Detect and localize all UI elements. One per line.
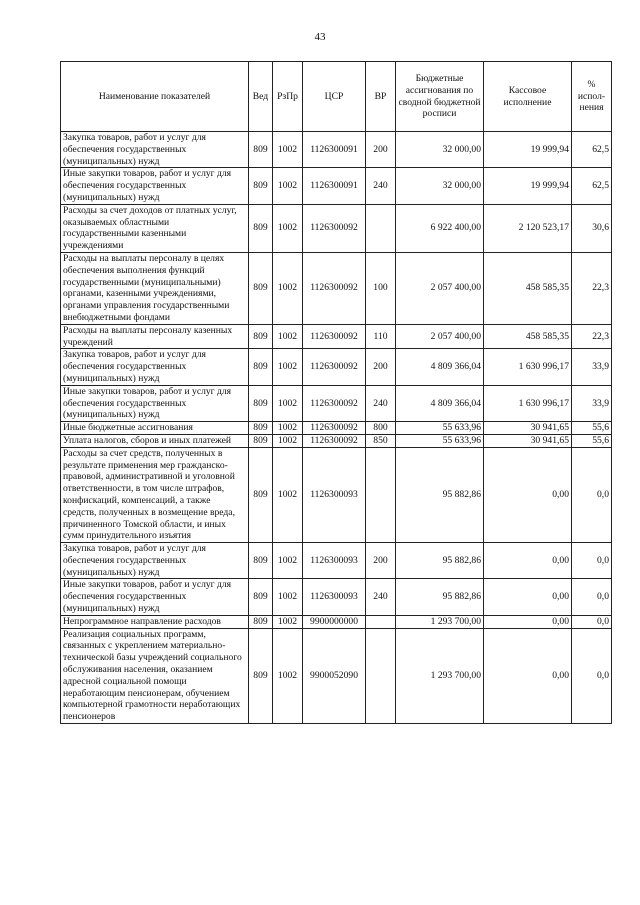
row-cash: 458 585,35 [484,252,572,324]
row-percent: 0,0 [572,579,612,615]
row-rzpr: 1002 [273,168,303,204]
row-name: Закупка товаров, работ и услуг для обеспечения государственных (муниципальных) нужд [61,543,249,579]
table-row [61,204,612,252]
row-ved: 809 [249,385,273,421]
row-cash: 0,00 [484,579,572,615]
row-percent: 30,6 [572,204,612,252]
row-name: Закупка товаров, работ и услуг для обеспечения государственных (муниципальных) нужд [61,132,249,168]
row-rzpr: 1002 [273,447,303,542]
header-vr: ВР [366,62,396,132]
row-budget: 55 633,96 [396,422,484,435]
row-csr: 1126300091 [303,168,366,204]
row-percent: 0,0 [572,447,612,542]
table-row [61,628,612,723]
row-budget: 6 922 400,00 [396,204,484,252]
row-budget: 95 882,86 [396,447,484,542]
row-budget: 95 882,86 [396,579,484,615]
row-budget: 55 633,96 [396,434,484,447]
row-rzpr: 1002 [273,422,303,435]
row-vr: 200 [366,349,396,385]
row-csr: 1126300093 [303,543,366,579]
row-vr: 240 [366,579,396,615]
row-vr: 240 [366,385,396,421]
row-csr: 1126300092 [303,422,366,435]
row-rzpr: 1002 [273,434,303,447]
row-vr: 240 [366,168,396,204]
row-percent: 22,3 [572,324,612,349]
row-csr: 1126300092 [303,385,366,421]
row-budget: 1 293 700,00 [396,628,484,723]
row-percent: 55,6 [572,422,612,435]
table-row [61,543,612,579]
header-cash: Кассовое исполнение [484,62,572,132]
row-vr [366,628,396,723]
row-csr: 9900000000 [303,615,366,628]
header-percent: % испол-нения [572,62,612,132]
row-rzpr: 1002 [273,579,303,615]
row-name: Иные бюджетные ассигнования [61,422,249,435]
row-ved: 809 [249,168,273,204]
row-cash: 0,00 [484,628,572,723]
table-row [61,434,612,447]
row-name: Расходы на выплаты персоналу казенных учреждений [61,324,249,349]
header-rzpr: РзПр [273,62,303,132]
row-budget: 95 882,86 [396,543,484,579]
row-ved: 809 [249,434,273,447]
row-csr: 1126300093 [303,579,366,615]
row-percent: 62,5 [572,132,612,168]
row-csr: 1126300092 [303,349,366,385]
budget-execution-table [60,61,612,724]
row-cash: 19 999,94 [484,132,572,168]
row-vr: 110 [366,324,396,349]
row-budget: 4 809 366,04 [396,349,484,385]
table-row [61,168,612,204]
row-cash: 1 630 996,17 [484,385,572,421]
row-vr: 850 [366,434,396,447]
row-csr: 1126300092 [303,204,366,252]
row-vr [366,204,396,252]
row-budget: 4 809 366,04 [396,385,484,421]
row-percent: 62,5 [572,168,612,204]
table-row [61,422,612,435]
row-ved: 809 [249,324,273,349]
row-percent: 22,3 [572,252,612,324]
row-name: Непрограммное направление расходов [61,615,249,628]
row-cash: 0,00 [484,615,572,628]
row-ved: 809 [249,628,273,723]
row-ved: 809 [249,252,273,324]
row-ved: 809 [249,349,273,385]
row-ved: 809 [249,132,273,168]
table-row [61,132,612,168]
row-rzpr: 1002 [273,543,303,579]
row-name: Реализация социальных программ, связанных с укреплением материально-технической базы учреждений социального обслуживания населения, оказанием адресной социальной помощи неработающим пенсионерам, обучением компьютерной грамотности неработающих пенсионеров [61,628,249,723]
row-name: Иные закупки товаров, работ и услуг для обеспечения государственных (муниципальных) нужд [61,385,249,421]
table-row [61,349,612,385]
row-csr: 1126300093 [303,447,366,542]
row-ved: 809 [249,204,273,252]
row-rzpr: 1002 [273,252,303,324]
row-rzpr: 1002 [273,628,303,723]
row-ved: 809 [249,543,273,579]
row-name: Расходы на выплаты персоналу в целях обеспечения выполнения функций государственными (муниципальными) органами, казенными учреждениями, органами управления государственными внебюджетными фондами [61,252,249,324]
row-ved: 809 [249,579,273,615]
table-row [61,579,612,615]
row-budget: 2 057 400,00 [396,324,484,349]
row-ved: 809 [249,422,273,435]
row-percent: 0,0 [572,543,612,579]
row-cash: 19 999,94 [484,168,572,204]
table-row [61,447,612,542]
row-percent: 55,6 [572,434,612,447]
row-percent: 33,9 [572,349,612,385]
row-ved: 809 [249,447,273,542]
row-csr: 1126300091 [303,132,366,168]
row-rzpr: 1002 [273,132,303,168]
row-percent: 33,9 [572,385,612,421]
row-vr [366,615,396,628]
row-name: Уплата налогов, сборов и иных платежей [61,434,249,447]
table-row [61,252,612,324]
table-row [61,324,612,349]
page-number: 43 [314,31,326,43]
row-percent: 0,0 [572,615,612,628]
row-csr: 1126300092 [303,324,366,349]
row-cash: 2 120 523,17 [484,204,572,252]
row-name: Закупка товаров, работ и услуг для обеспечения государственных (муниципальных) нужд [61,349,249,385]
row-rzpr: 1002 [273,385,303,421]
row-csr: 1126300092 [303,252,366,324]
row-budget: 1 293 700,00 [396,615,484,628]
header-budget: Бюджетные ассигнования по сводной бюджетной росписи [396,62,484,132]
row-vr [366,447,396,542]
row-rzpr: 1002 [273,324,303,349]
header-name: Наименование показателей [61,62,249,132]
row-csr: 1126300092 [303,434,366,447]
row-cash: 0,00 [484,543,572,579]
row-percent: 0,0 [572,628,612,723]
row-cash: 458 585,35 [484,324,572,349]
row-name: Расходы за счет доходов от платных услуг, оказываемых областными государственными казенными учреждениями [61,204,249,252]
table-row [61,385,612,421]
row-ved: 809 [249,615,273,628]
row-vr: 800 [366,422,396,435]
row-cash: 0,00 [484,447,572,542]
header-ved: Вед [249,62,273,132]
row-name: Иные закупки товаров, работ и услуг для обеспечения государственных (муниципальных) нужд [61,168,249,204]
row-rzpr: 1002 [273,204,303,252]
row-rzpr: 1002 [273,349,303,385]
row-vr: 200 [366,543,396,579]
row-budget: 32 000,00 [396,168,484,204]
row-name: Иные закупки товаров, работ и услуг для обеспечения государственных (муниципальных) нужд [61,579,249,615]
row-vr: 100 [366,252,396,324]
header-csr: ЦСР [303,62,366,132]
row-budget: 2 057 400,00 [396,252,484,324]
row-cash: 30 941,65 [484,434,572,447]
row-rzpr: 1002 [273,615,303,628]
row-cash: 30 941,65 [484,422,572,435]
row-budget: 32 000,00 [396,132,484,168]
table-header-row [61,62,612,132]
table-row [61,615,612,628]
row-name: Расходы за счет средств, полученных в результате применения мер гражданско-правовой, административной и уголовной ответственности, в том числе штрафов, конфискаций, компенсаций, а также средств, полученных в возмещение вреда, причиненного Томской области, и иных сумм принудительного изъятия [61,447,249,542]
row-csr: 9900052090 [303,628,366,723]
row-vr: 200 [366,132,396,168]
row-cash: 1 630 996,17 [484,349,572,385]
